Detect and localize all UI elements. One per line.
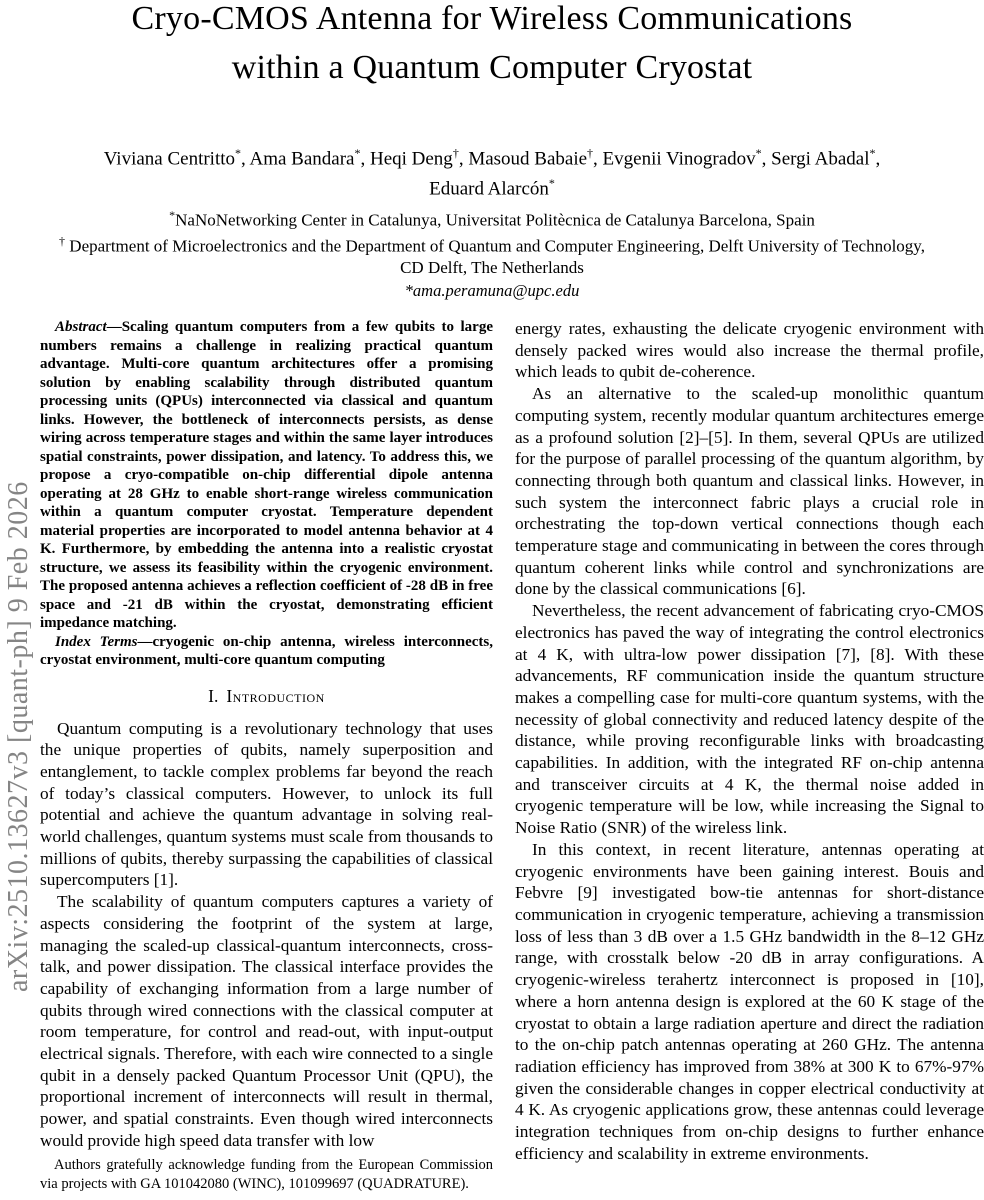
- affiliation-catalunya: [0, 205, 984, 231]
- right-column: [515, 318, 984, 1164]
- abstract-dash: —: [106, 319, 122, 335]
- paper-title-line2: within a Quantum Computer Cryostat: [231, 49, 753, 86]
- paper-title-line1: Cryo-CMOS Antenna for Wireless Communications: [131, 0, 853, 37]
- left-column: [40, 318, 493, 1164]
- affil-text: Department of Microelectronics and the Department of Quantum and Computer Engineering, Delft University of Technology,: [65, 236, 925, 256]
- author-name: Evgenii Vinogradov: [602, 148, 756, 170]
- author-line-2: [0, 171, 984, 201]
- author-line-1: [0, 141, 984, 171]
- author-name: Viviana Centritto: [103, 148, 236, 170]
- author-affil-mark: †: [452, 146, 459, 160]
- author-affil-mark: †: [587, 146, 594, 160]
- author-separator: ,: [761, 148, 772, 170]
- intro-paragraph-2: The scalability of quantum computers captures a variety of aspects considering the footprint of the system at large, managing the scaled-up classical-quantum interconnects, cross-talk, and power dissipation. The classical interface provides the capability of exchanging information from a large number of qubits through wired connections with the classical computer at room temperature, for control and read-out, with input-output electrical signals. Therefore, with each wire connected to a single qubit in a densely packed Quantum Processor Unit (QPU), the proportional increment of interconnects will result in thermal, power, and spatial constraints. Even though wired interconnects would provide high speed data transfer with low: [40, 892, 493, 1150]
- intro-paragraph-4: Nevertheless, the recent advancement of fabricating cryo-CMOS electronics has paved the way of integrating the control electronics at 4 K, with ultra-low power dissipation [7], [8]. With these advancements, RF communication inside the quantum structure makes a compelling case for multi-core quantum systems, with the necessity of global connectivity and reduced latency despite of the distance, while proving reconfigurable links with broadcasting capabilities. In addition, with the integrated RF on-chip antenna and transceiver circuits at 4 K, the thermal noise added in cryogenic temperature will be low, while increasing the Signal to Noise Ratio (SNR) of the wireless link.: [515, 601, 984, 838]
- intro-paragraph-1: Quantum computing is a revolutionary technology that uses the unique properties of qubits, namely superposition and entanglement, to tackle complex problems far beyond the reach of today’s classical computers. However, to unlock its full potential and achieve the quantum advantage in solving real-world challenges, quantum systems must scale from thousands to millions of qubits, thereby surpassing the capabilities of classical supercomputers [1].: [40, 718, 493, 890]
- author-name: Masoud Babaie: [468, 148, 588, 170]
- author-name: Eduard Alarcón: [429, 178, 549, 200]
- author-affil-mark: *: [235, 146, 242, 160]
- author-name: Sergi Abadal: [771, 148, 870, 170]
- affil-text: NaNoNetworking Center in Catalunya, Universitat Politècnica de Catalunya Barcelona, Spain: [175, 210, 815, 230]
- author-name: Heqi Deng: [369, 148, 453, 170]
- paper-title: [0, 0, 984, 92]
- index-terms-dash: —: [137, 633, 153, 650]
- intro-paragraph-2-continued: energy rates, exhausting the delicate cryogenic environment with densely packed wires would also increase the thermal profile, which leads to qubit de-coherence.: [515, 319, 984, 382]
- author-affil-mark: *: [869, 146, 876, 160]
- index-terms-label: Index Terms: [55, 633, 138, 650]
- author-affil-mark: *: [548, 176, 555, 191]
- author-separator: ,: [241, 148, 250, 170]
- author-affil-mark: *: [755, 146, 762, 160]
- affiliation-list: [0, 205, 984, 279]
- affiliation-delft: [0, 231, 984, 257]
- affil-text: CD Delft, The Netherlands: [400, 257, 584, 277]
- author-affil-mark: *: [354, 146, 361, 160]
- affil-mark: *: [169, 207, 176, 222]
- paper-header: [0, 0, 984, 301]
- funding-footnote: Authors gratefully acknowledge funding from the European Commission via projects with GA 101042080 (WINC), 101099697 (QUADRATURE).: [40, 1157, 493, 1192]
- abstract-label: Abstract: [55, 319, 107, 335]
- author-separator: ,: [360, 148, 370, 170]
- abstract-text: Scaling quantum computers from a few qubits to large numbers remains a challenge in realizing practical quantum advantage. Multi-core quantum architectures offer a promising solution by enabling scalability through distributed quantum processing units (QPUs) interconnected via classical and quantum links. However, the bottleneck of interconnects persists, as dense wiring across temperature stages and within the same layer introduces spatial constraints, power dissipation, and latency. To address this, we propose a cryo-compatible on-chip differential dipole antenna operating at 28 GHz to enable short-range wireless communication within a quantum computer cryostat. Temperature dependent material properties are incorporated to model antenna behavior at 4 K. Furthermore, by embedding the antenna into a realistic cryostat structure, we assess its feasibility within the cryogenic environment. The proposed antenna achieves a reflection coefficient of -28 dB in free space and -21 dB within the cryostat, demonstrating efficient impedance matching.: [40, 319, 493, 631]
- arxiv-watermark: arXiv:2510.13627v3 [quant-ph] 9 Feb 2026: [3, 481, 34, 992]
- section-title: Introduction: [226, 685, 325, 706]
- author-list: [0, 141, 984, 202]
- author-separator: ,: [458, 148, 469, 170]
- section-heading-introduction: [40, 686, 493, 707]
- affiliation-delft-city: [0, 257, 984, 279]
- abstract-paragraph: [40, 318, 493, 633]
- author-separator: ,: [593, 148, 603, 170]
- author-separator: ,: [875, 148, 881, 170]
- index-terms-paragraph: [40, 633, 493, 670]
- intro-paragraph-5: In this context, in recent literature, antennas operating at cryogenic environments have been gaining interest. Bouis and Febvre [9] investigated bow-tie antennas for short-distance communication in cryogenic temperature, achieving a transmission loss of less than 3 dB over a 1.5 GHz bandwidth in the 8–12 GHz range, with crosstalk below -20 dB in array configurations. A cryogenic-wireless terahertz interconnect is proposed in [10], where a horn antenna design is explored at the 60 K stage of the cryostat to obtain a large radiation aperture and direct the radiation to the on-chip patch antennas operating at 260 GHz. The antenna radiation efficiency has improved from 38% at 300 K to 67%-97% given the considerable changes in copper electrical conductivity at 4 K. As cryogenic applications grow, these antennas could leverage integration techniques from on-chip designs to further enhance efficiency and scalability in extreme environments.: [515, 839, 984, 1163]
- two-column-body: [40, 318, 984, 1164]
- author-name: Ama Bandara: [249, 148, 355, 170]
- contact-email: *ama.peramuna@upc.edu: [404, 281, 580, 301]
- affil-mark: †: [59, 233, 66, 248]
- intro-paragraph-3: As an alternative to the scaled-up monolithic quantum computing system, recently modular quantum architectures emerge as a profound solution [2]–[5]. In them, several QPUs are utilized for the purpose of parallel processing of the quantum algorithm, by connecting through both quantum and classical links. However, in such system the interconnect fabric plays a crucial role in orchestrating the top-down vertical connections though each temperature stage and communicating in between the cores through quantum coherent links while control and synchronizations are done by the classical communications [6].: [515, 384, 984, 599]
- index-terms-text: cryogenic on-chip antenna, wireless interconnects, cryostat environment, multi-core quantum computing: [40, 633, 493, 668]
- section-number: I.: [208, 685, 219, 706]
